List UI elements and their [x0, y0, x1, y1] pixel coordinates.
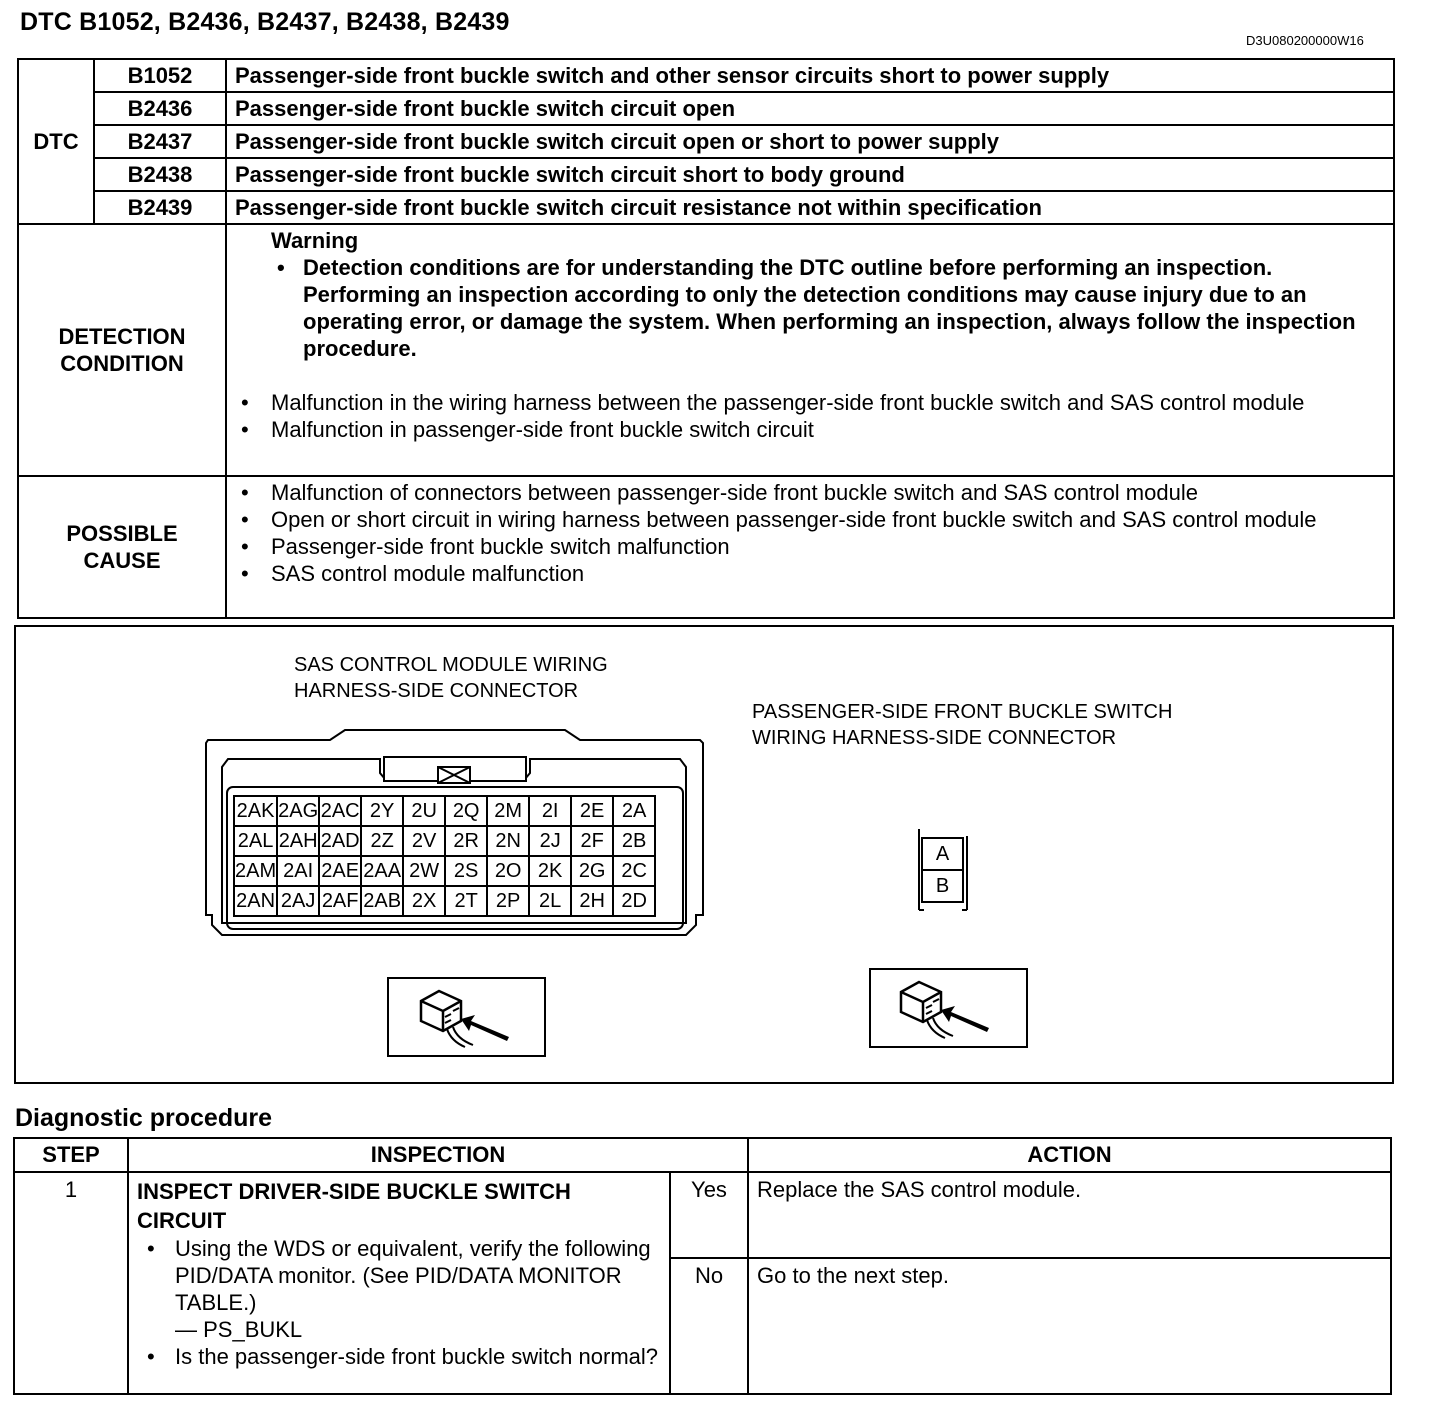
sas-label-line1: SAS CONTROL MODULE WIRING	[294, 654, 608, 676]
no-action: Go to the next step.	[748, 1258, 1391, 1394]
possible-cause-row	[18, 476, 1394, 618]
page-title: DTC B1052, B2436, B2437, B2438, B2439	[20, 8, 510, 36]
warning-list	[227, 254, 1393, 362]
list-item: • SAS control module malfunction	[227, 560, 1363, 587]
dtc-row	[18, 191, 1394, 224]
list-item: • Is the passenger-side front buckle switch normal?	[137, 1343, 663, 1370]
list-item: • Malfunction of connectors between passenger-side front buckle switch and SAS control module	[227, 479, 1363, 506]
detection-label-line2: CONDITION	[60, 351, 184, 376]
detection-condition-label	[18, 224, 226, 476]
pin-cell: 2F	[571, 826, 613, 856]
possible-label-line1: POSSIBLE	[66, 521, 178, 546]
yes-label: Yes	[670, 1172, 748, 1258]
harness-connector-icon	[871, 970, 1026, 1046]
procedure-header-row	[14, 1138, 1391, 1172]
dtc-row	[18, 92, 1394, 125]
no-label: No	[670, 1258, 748, 1394]
harness-connector-icon-box	[869, 968, 1028, 1048]
pin-cell: 2AE	[319, 856, 361, 886]
pin-row	[234, 826, 655, 856]
dtc-code: B1052	[94, 59, 226, 92]
buckle-label-line2: WIRING HARNESS-SIDE CONNECTOR	[752, 727, 1117, 749]
warning-text: • Detection conditions are for understanding the DTC outline before performing an inspection. Performing an inspection according to only the detection conditions may cause injury due to an operating error, or damage the system. When performing an inspection, always follow the inspection procedure.	[227, 254, 1393, 362]
dtc-code: B2439	[94, 191, 226, 224]
step-number: 1	[14, 1172, 128, 1394]
pin-cell: 2X	[403, 886, 445, 916]
list-item: • Malfunction in passenger-side front buckle switch circuit	[227, 416, 1353, 443]
buckle-connector-label	[752, 699, 1172, 751]
dtc-description: Passenger-side front buckle switch circuit resistance not within specification	[226, 191, 1394, 224]
detection-label-line1: DETECTION	[58, 324, 186, 349]
list-item: • Passenger-side front buckle switch malfunction	[227, 533, 1363, 560]
inspection-cell	[128, 1172, 670, 1394]
possible-cause-label	[18, 476, 226, 618]
pin-cell: 2U	[403, 796, 445, 826]
possible-label-line2: CAUSE	[83, 548, 161, 573]
pin-cell: 2J	[529, 826, 571, 856]
dtc-row	[18, 59, 1394, 92]
pin-cell: 2Q	[445, 796, 487, 826]
pin-cell: 2B	[613, 826, 655, 856]
detection-list	[227, 389, 1393, 443]
pin-cell: A	[922, 838, 963, 870]
possible-cause-list	[227, 479, 1393, 587]
list-item: • Using the WDS or equivalent, verify the following PID/DATA monitor. (See PID/DATA MONITOR TABLE.)	[137, 1235, 663, 1316]
buckle-pin-grid	[921, 837, 964, 903]
pin-cell: 2K	[529, 856, 571, 886]
pin-cell: 2R	[445, 826, 487, 856]
pin-cell: 2AA	[361, 856, 403, 886]
dtc-label: DTC	[18, 59, 94, 224]
inspection-list	[137, 1343, 663, 1370]
pin-row	[922, 870, 963, 902]
pin-cell: 2AB	[361, 886, 403, 916]
dtc-row	[18, 158, 1394, 191]
pin-cell: 2AG	[277, 796, 319, 826]
sas-connector-label	[294, 652, 608, 704]
pin-cell: 2C	[613, 856, 655, 886]
pin-cell: 2AC	[319, 796, 361, 826]
pin-cell: 2AM	[234, 856, 277, 886]
pin-cell: 2O	[487, 856, 529, 886]
pin-cell: 2AK	[234, 796, 277, 826]
pin-cell: 2V	[403, 826, 445, 856]
pin-cell: 2M	[487, 796, 529, 826]
detection-condition-content	[226, 224, 1394, 476]
pin-cell: 2AJ	[277, 886, 319, 916]
dtc-description: Passenger-side front buckle switch circuit open or short to power supply	[226, 125, 1394, 158]
dtc-description: Passenger-side front buckle switch circuit short to body ground	[226, 158, 1394, 191]
pin-cell: 2AI	[277, 856, 319, 886]
pin-cell: 2AD	[319, 826, 361, 856]
pin-row	[234, 796, 655, 826]
pin-row	[234, 856, 655, 886]
procedure-table	[13, 1137, 1392, 1395]
warning-title: Warning	[271, 228, 359, 253]
pin-cell: B	[922, 870, 963, 902]
pin-cell: 2Y	[361, 796, 403, 826]
pin-cell: 2T	[445, 886, 487, 916]
pin-cell: 2N	[487, 826, 529, 856]
dtc-row	[18, 125, 1394, 158]
pin-cell: 2L	[529, 886, 571, 916]
pin-cell: 2AH	[277, 826, 319, 856]
document-id: D3U080200000W16	[1246, 33, 1364, 48]
list-item: • Open or short circuit in wiring harness between passenger-side front buckle switch and SAS control module	[227, 506, 1363, 533]
dtc-description: Passenger-side front buckle switch and other sensor circuits short to power supply	[226, 59, 1394, 92]
pin-cell: 2S	[445, 856, 487, 886]
pin-cell: 2I	[529, 796, 571, 826]
harness-connector-icon	[389, 979, 544, 1055]
inspection-list	[137, 1235, 663, 1316]
pin-cell: 2AN	[234, 886, 277, 916]
pin-cell: 2AF	[319, 886, 361, 916]
procedure-row	[14, 1172, 1391, 1258]
sas-label-line2: HARNESS-SIDE CONNECTOR	[294, 680, 579, 702]
step-header: STEP	[14, 1138, 128, 1172]
buckle-label-line1: PASSENGER-SIDE FRONT BUCKLE SWITCH	[752, 701, 1173, 723]
yes-action: Replace the SAS control module.	[748, 1172, 1391, 1258]
dtc-table	[17, 58, 1395, 619]
sas-pin-grid	[233, 795, 656, 917]
inspection-header: INSPECTION	[128, 1138, 748, 1172]
pin-cell: 2P	[487, 886, 529, 916]
possible-cause-content	[226, 476, 1394, 618]
pin-cell: 2G	[571, 856, 613, 886]
pin-cell: 2AL	[234, 826, 277, 856]
dtc-code: B2438	[94, 158, 226, 191]
pin-cell: 2E	[571, 796, 613, 826]
pin-cell: 2D	[613, 886, 655, 916]
pin-cell: 2H	[571, 886, 613, 916]
harness-connector-icon-box	[387, 977, 546, 1057]
pin-cell: 2Z	[361, 826, 403, 856]
list-item: • Malfunction in the wiring harness between the passenger-side front buckle switch and SAS control module	[227, 389, 1353, 416]
dtc-code: B2436	[94, 92, 226, 125]
dtc-code: B2437	[94, 125, 226, 158]
inspection-title: INSPECT DRIVER-SIDE BUCKLE SWITCH CIRCUIT	[137, 1179, 571, 1233]
pin-row	[234, 886, 655, 916]
pid-item: — PS_BUKL	[175, 1317, 303, 1342]
pin-cell: 2A	[613, 796, 655, 826]
detection-condition-row	[18, 224, 1394, 476]
procedure-title: Diagnostic procedure	[15, 1104, 272, 1132]
pin-cell: 2W	[403, 856, 445, 886]
action-header: ACTION	[748, 1138, 1391, 1172]
pin-row	[922, 838, 963, 870]
dtc-description: Passenger-side front buckle switch circuit open	[226, 92, 1394, 125]
